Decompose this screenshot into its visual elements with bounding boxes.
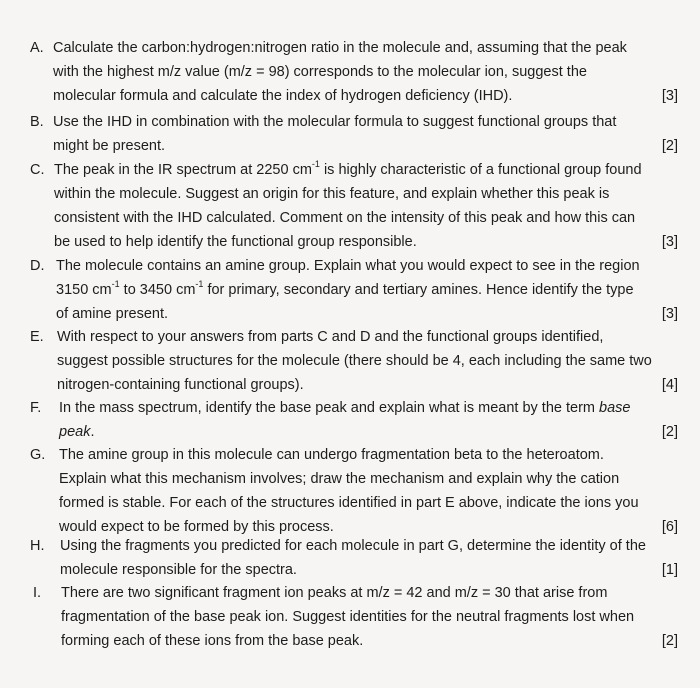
question-letter: I. — [33, 585, 42, 601]
question-text-line: would expect to be formed by this process. — [59, 519, 334, 535]
question-letter: H. — [30, 538, 45, 554]
question-text-line: molecular formula and calculate the index of hydrogen deficiency (IHD). — [53, 88, 513, 104]
question-letter: F. — [30, 400, 42, 416]
marks-label: [1] — [661, 562, 678, 578]
question-text-line: nitrogen-containing functional groups). — [57, 377, 304, 393]
question-text-line: Use the IHD in combination with the molecular formula to suggest functional groups that — [53, 114, 617, 130]
question-text-line: fragmentation of the base peak ion. Suggest identities for the neutral fragments lost when — [61, 609, 635, 625]
question-text-line: In the mass spectrum, identify the base peak and explain what is meant by the term base — [59, 400, 631, 416]
superscript: -1 — [311, 159, 320, 170]
question-text-line: Using the fragments you predicted for each molecule in part G, determine the identity of the — [60, 538, 646, 554]
marks-label: [2] — [661, 424, 678, 440]
marks-label: [3] — [661, 306, 678, 322]
question-letter: B. — [30, 114, 44, 130]
superscript: -1 — [111, 279, 120, 290]
question-text-line: There are two significant fragment ion peaks at m/z = 42 and m/z = 30 that arise from — [61, 585, 608, 601]
question-text-line: of amine present. — [56, 306, 169, 322]
marks-label: [4] — [661, 377, 678, 393]
marks-label: [6] — [661, 519, 678, 535]
question-text-line: consistent with the IHD calculated. Comment on the intensity of this peak and how this can — [54, 210, 636, 226]
marks-label: [3] — [661, 234, 678, 250]
question-text-line: Explain what this mechanism involves; draw the mechanism and explain why the cation — [59, 471, 620, 487]
question-text-line: 3150 $cm^{-1}$ to 3450 $cm^{-1}$ for primary, secondary and tertiary amines. Hence identify the type — [56, 279, 634, 298]
question-text-line: The molecule contains an amine group. Explain what you would expect to see in the region — [56, 258, 640, 274]
question-text-line: The peak in the IR spectrum at 2250 $cm^{-1}$ is highly characteristic of a functional group found — [54, 159, 642, 178]
question-text-line: With respect to your answers from parts C and D and the functional groups identified, — [57, 329, 604, 345]
question-text-line: formed is stable. For each of the structures identified in part E above, indicate the ions you — [59, 495, 639, 511]
question-letter: G. — [30, 447, 46, 463]
question-text-line: forming each of these ions from the base peak. — [61, 633, 364, 649]
marks-label: [2] — [661, 138, 678, 154]
marks-label: [3] — [661, 88, 678, 104]
question-text-line: within the molecule. Suggest an origin for this feature, and explain whether this peak is — [54, 186, 610, 202]
question-letter: C. — [30, 162, 45, 178]
question-text-line: suggest possible structures for the molecule (there should be 4, each including the same two — [57, 353, 652, 369]
question-letter: A. — [30, 40, 44, 56]
question-letter: E. — [30, 329, 44, 345]
question-letter: D. — [30, 258, 45, 274]
question-text-line: with the highest m/z value (m/z = 98) corresponds to the molecular ion, suggest the — [53, 64, 587, 80]
italic-term: base — [599, 400, 631, 416]
question-text-line: The amine group in this molecule can undergo fragmentation beta to the heteroatom. — [59, 447, 604, 463]
italic-term: peak — [59, 424, 91, 440]
question-text-line: be used to help identify the functional group responsible. — [54, 234, 417, 250]
question-text-line: Calculate the carbon:hydrogen:nitrogen ratio in the molecule and, assuming that the peak — [53, 40, 627, 56]
superscript: -1 — [195, 279, 204, 290]
question-text-line: might be present. — [53, 138, 166, 154]
marks-label: [2] — [661, 633, 678, 649]
question-text-line: peak. — [59, 424, 95, 440]
question-text-line: molecule responsible for the spectra. — [60, 562, 297, 578]
